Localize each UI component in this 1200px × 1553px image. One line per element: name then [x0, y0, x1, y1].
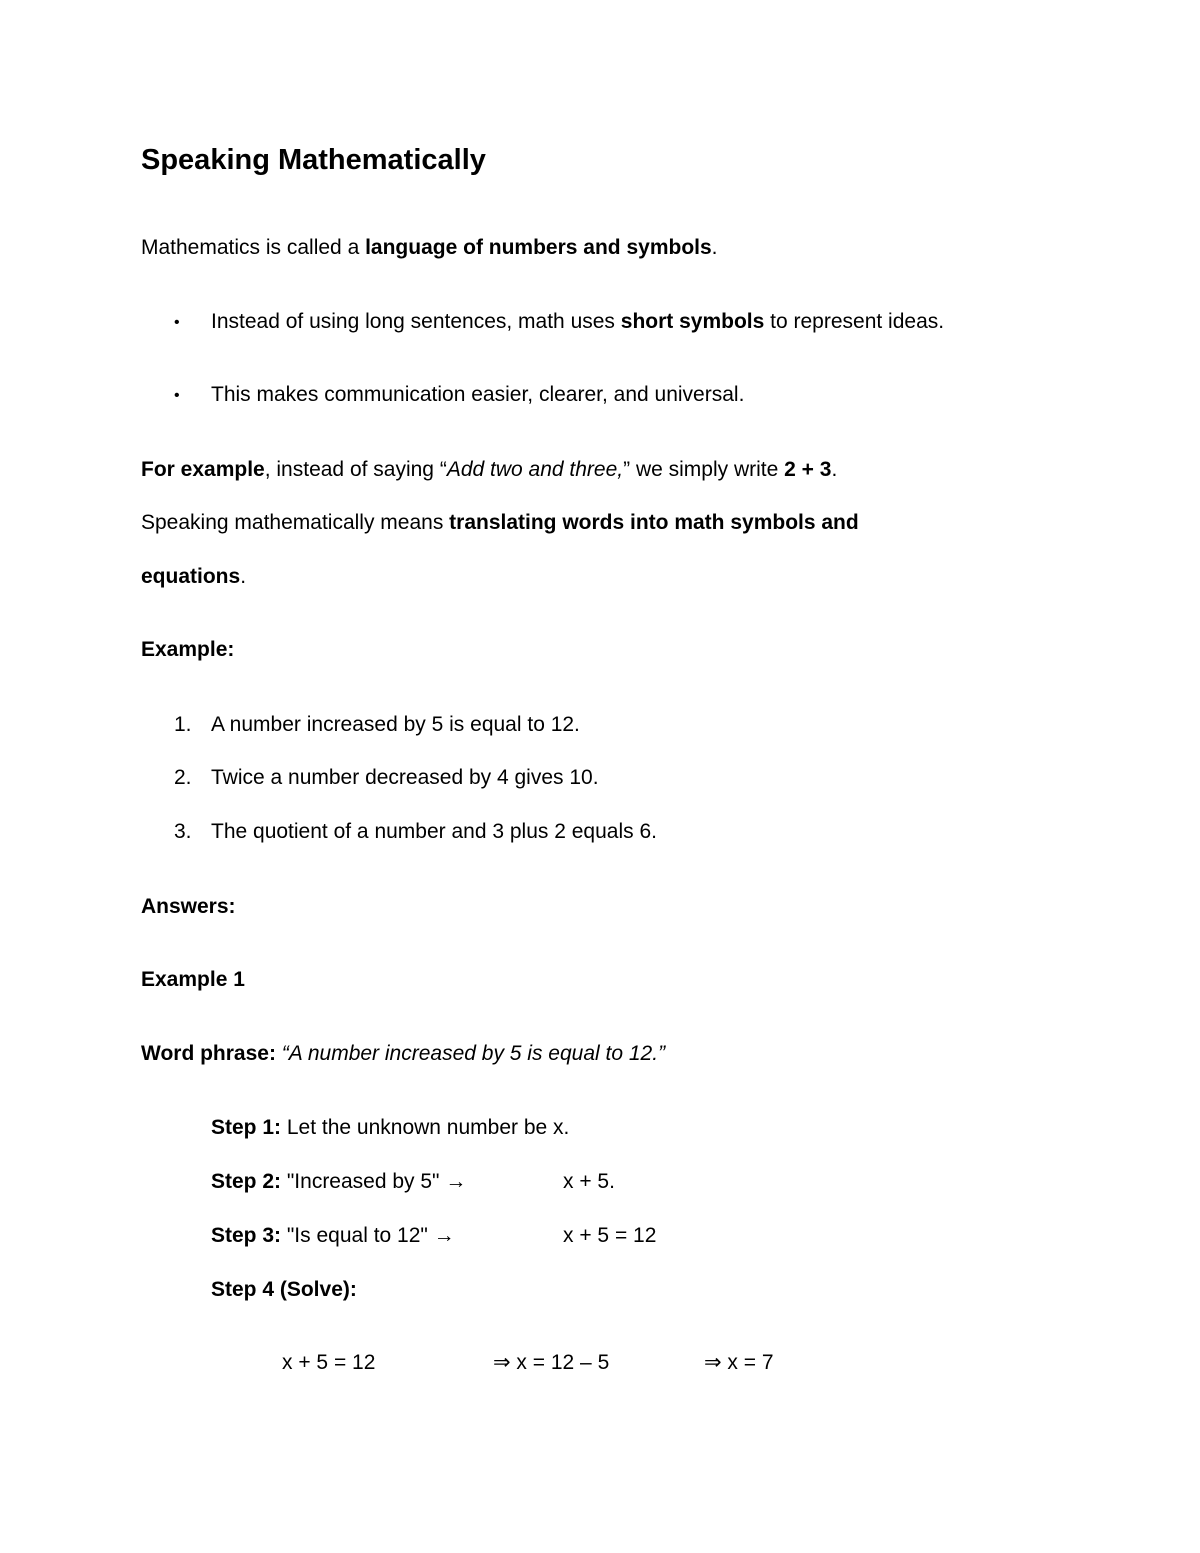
speaking-bold-1: translating words into math symbols and	[449, 511, 859, 534]
step-1	[211, 1115, 569, 1141]
solve-eq-2: ⇒ x = 12 – 5	[493, 1351, 610, 1374]
bullet-1-bold: short symbols	[620, 310, 765, 333]
for-example-lead: For example	[141, 458, 265, 481]
speaking-paragraph-line-2	[141, 564, 246, 590]
page-title: Speaking Mathematically	[141, 144, 486, 176]
example-item-1: A number increased by 5 is equal to 12.	[211, 713, 580, 736]
answers-heading-text: Answers:	[141, 895, 236, 918]
intro-suffix: .	[711, 236, 718, 259]
step-1-text: Let the unknown number be x.	[281, 1116, 570, 1139]
example-item-2: Twice a number decreased by 4 gives 10.	[211, 766, 599, 789]
step-3-expr: x + 5 = 12	[563, 1224, 657, 1247]
for-example-mid2: ” we simply write	[623, 458, 785, 481]
example-heading	[141, 637, 234, 663]
step-4	[211, 1277, 357, 1303]
answers-heading	[141, 894, 236, 920]
bullet-1-prefix: Instead of using long sentences, math uses	[211, 310, 621, 333]
bullet-1-suffix: to represent ideas.	[764, 310, 945, 333]
for-example-expr: 2 + 3	[784, 458, 832, 481]
step-4-label: Step 4 (Solve):	[211, 1278, 357, 1301]
bullet-item-2: This makes communication easier, clearer, and universal.	[211, 383, 745, 406]
example-heading-text: Example:	[141, 638, 235, 661]
bullet-marker-2: •	[174, 387, 180, 404]
step-3-text: "Is equal to 12" →	[281, 1224, 455, 1247]
speaking-prefix: Speaking mathematically means	[141, 511, 450, 534]
solve-eq-1: x + 5 = 12	[282, 1351, 376, 1374]
step-1-label: Step 1:	[211, 1116, 282, 1139]
intro-paragraph	[141, 235, 718, 261]
step-2-text: "Increased by 5" →	[281, 1170, 467, 1193]
word-phrase-text: “A number increased by 5 is equal to 12.”	[281, 1042, 666, 1065]
bullet-item-1	[211, 309, 944, 335]
for-example-italic: Add two and three,	[446, 458, 624, 481]
step-3	[211, 1223, 455, 1249]
intro-prefix: Mathematics is called a	[141, 236, 366, 259]
example-number-1: 1.	[174, 713, 192, 736]
example-item-3: The quotient of a number and 3 plus 2 equals 6.	[211, 820, 657, 843]
step-2	[211, 1169, 466, 1195]
for-example-mid: , instead of saying “	[264, 458, 447, 481]
speaking-paragraph-line-1	[141, 510, 859, 536]
solve-eq-3: ⇒ x = 7	[704, 1351, 774, 1374]
for-example-paragraph	[141, 457, 837, 483]
example1-heading-text: Example 1	[141, 968, 245, 991]
word-phrase	[141, 1041, 665, 1067]
example1-heading	[141, 967, 245, 993]
example-number-2: 2.	[174, 766, 192, 789]
bullet-marker-1: •	[174, 314, 180, 331]
for-example-suffix: .	[831, 458, 838, 481]
speaking-suffix: .	[240, 565, 247, 588]
word-phrase-label: Word phrase:	[141, 1042, 282, 1065]
intro-bold: language of numbers and symbols	[365, 236, 712, 259]
speaking-bold-2: equations	[141, 565, 241, 588]
step-2-expr: x + 5.	[563, 1170, 615, 1193]
step-2-label: Step 2:	[211, 1170, 282, 1193]
step-3-label: Step 3:	[211, 1224, 282, 1247]
example-number-3: 3.	[174, 820, 192, 843]
